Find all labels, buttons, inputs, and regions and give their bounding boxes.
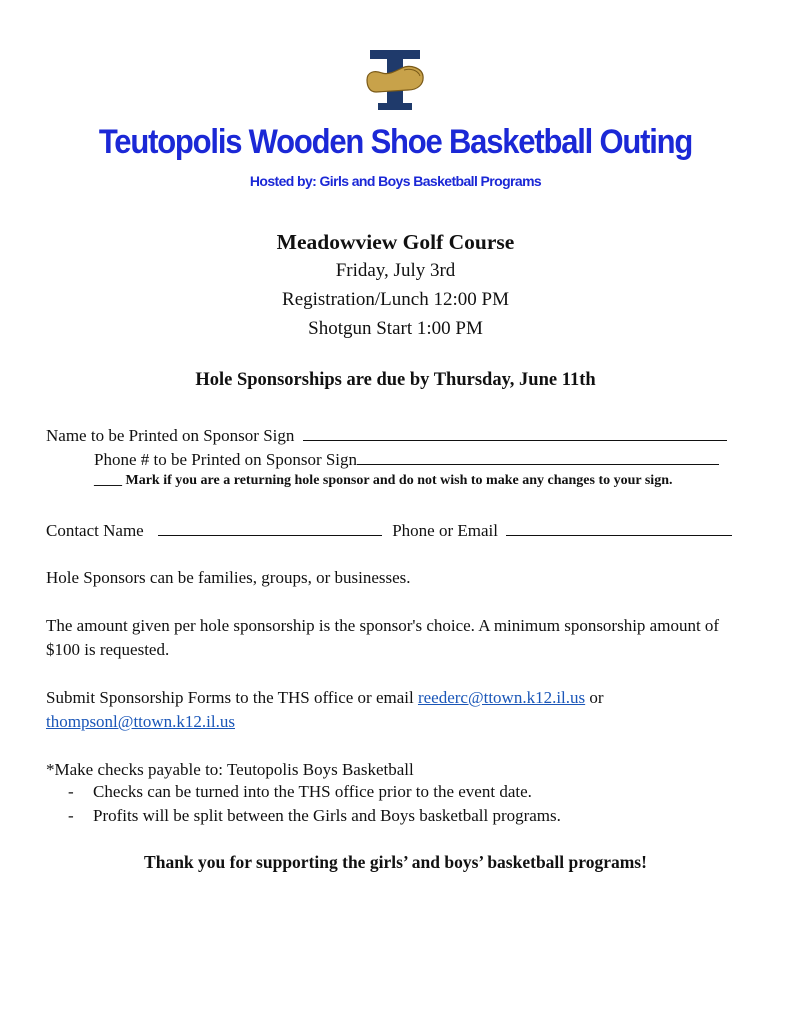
contact-name-label: Contact Name: [46, 521, 144, 540]
amount-info: The amount given per hole sponsorship is the sponsor's choice. A minimum sponsorship amount of $100 is requested.: [46, 616, 720, 659]
page-title: Teutopolis Wooden Shoe Basketball Outing: [98, 121, 693, 162]
sign-phone-field[interactable]: [357, 448, 719, 465]
phone-email-field[interactable]: [506, 519, 732, 536]
venue-name: Meadowview Golf Course: [276, 230, 515, 254]
deadline-heading: Hole Sponsorships are due by Thursday, June 11th: [195, 370, 596, 390]
bullet-marker: -: [68, 782, 74, 801]
contact-row: [46, 519, 732, 541]
bullet-marker: -: [68, 806, 74, 825]
sign-name-field[interactable]: [303, 424, 727, 441]
registration-time: Registration/Lunch 12:00 PM: [282, 289, 509, 310]
phone-email-label: Phone or Email: [392, 521, 498, 540]
sign-phone-row: [94, 448, 719, 470]
checks-info: *Make checks payable to: Teutopolis Boys Basketball: [46, 760, 414, 779]
submit-info: [46, 686, 746, 734]
sign-name-row: [46, 424, 727, 446]
sponsors-info: Hole Sponsors can be families, groups, or businesses.: [46, 568, 411, 587]
returning-sponsor-note: Mark if you are a returning hole sponsor and do not wish to make any changes to your sign.: [125, 473, 673, 488]
thank-you-note: Thank you for supporting the girls’ and boys’ basketball programs!: [144, 852, 647, 872]
sign-phone-label: Phone # to be Printed on Sponsor Sign: [94, 450, 358, 469]
email-link-reederc[interactable]: reederc@ttown.k12.il.us: [417, 688, 586, 707]
contact-name-field[interactable]: [158, 519, 382, 536]
submit-text: Submit Sponsorship Forms to the THS office or email: [46, 688, 414, 707]
list-item-text: Profits will be split between the Girls and Boys basketball programs.: [93, 806, 561, 825]
event-details: [0, 228, 791, 343]
start-time: Shotgun Start 1:00 PM: [308, 318, 483, 339]
event-date: Friday, July 3rd: [335, 260, 456, 281]
sign-name-label: Name to be Printed on Sponsor Sign: [46, 426, 295, 445]
submit-or: or: [589, 688, 604, 707]
list-item: [68, 782, 532, 802]
returning-sponsor-checkbox[interactable]: ____: [94, 473, 122, 488]
returning-sponsor-row: [94, 473, 672, 489]
email-link-thompsonl[interactable]: thompsonl@ttown.k12.il.us: [46, 712, 235, 731]
page-subtitle: Hosted by: Girls and Boys Basketball Programs: [249, 173, 542, 189]
wooden-shoe-t-logo-icon: [364, 48, 426, 112]
list-item: [68, 806, 561, 826]
list-item-text: Checks can be turned into the THS office prior to the event date.: [93, 782, 532, 801]
